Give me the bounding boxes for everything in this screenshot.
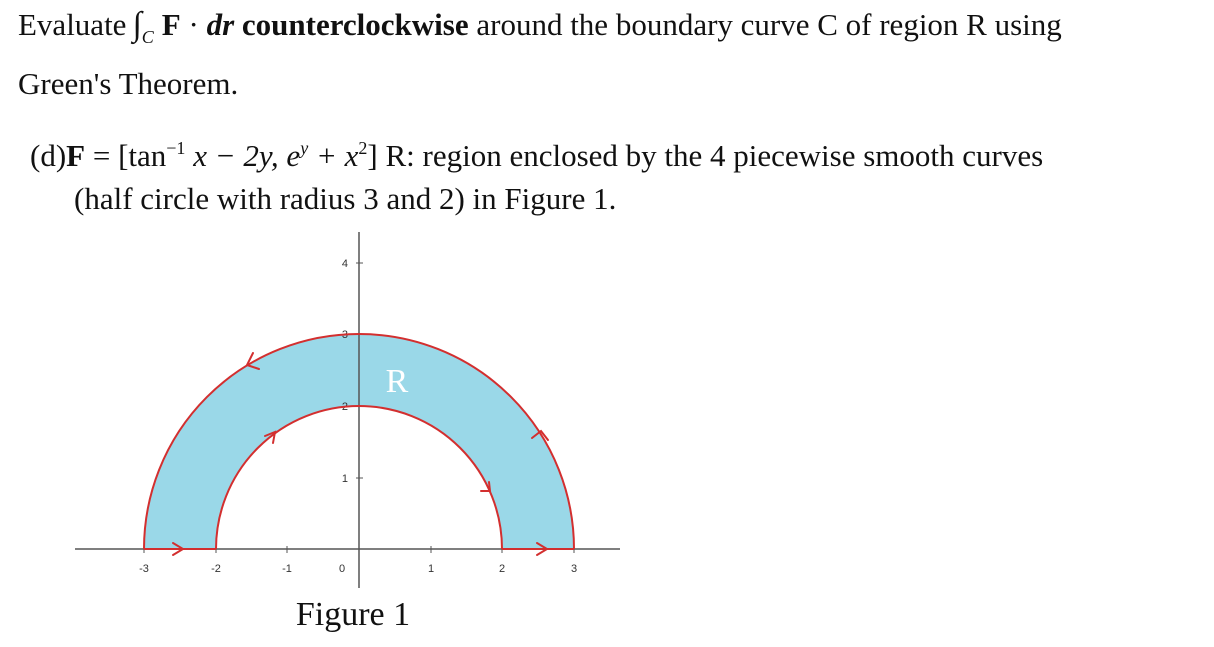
dot-operator: · <box>188 7 199 42</box>
x-tick-label: 1 <box>427 563 435 575</box>
intro-text: Evaluate <box>18 7 127 42</box>
x-tick-label: 0 <box>338 563 346 575</box>
intro-text-continued: around the boundary curve C of region R using <box>476 7 1062 42</box>
region-description: R: region enclosed by the 4 piecewise smooth curves <box>385 138 1044 173</box>
part-d-line-2: (half circle with radius 3 and 2) in Figure 1. <box>74 181 617 216</box>
part-F-symbol: F <box>66 138 86 173</box>
field-expression-close: ] <box>367 138 378 173</box>
y-tick-label: 3 <box>341 329 348 341</box>
integral-subscript: C <box>141 27 154 47</box>
region-label: R <box>385 363 409 400</box>
x-tick-label: -2 <box>211 563 221 575</box>
x-tick-label: -3 <box>139 563 149 575</box>
x-tick-label: 2 <box>498 563 506 575</box>
x-tick-label: -1 <box>282 563 292 575</box>
y-tick-label: 4 <box>341 258 348 270</box>
field-expression-second: + x <box>308 138 359 173</box>
y-tick-label: 1 <box>341 473 348 485</box>
square-superscript: 2 <box>358 138 368 158</box>
vector-field-symbol: F <box>161 7 181 42</box>
field-expression-start: = [tan <box>85 138 167 173</box>
dr-symbol: dr <box>206 7 235 42</box>
figure-caption: Figure 1 <box>295 596 411 633</box>
y-tick-label: 2 <box>341 401 348 413</box>
exp-superscript: y <box>300 138 309 158</box>
field-expression-first: x − 2y, e <box>185 138 301 173</box>
emphasis-counterclockwise: counterclockwise <box>241 7 469 42</box>
part-label: (d) <box>30 138 67 173</box>
inverse-superscript: −1 <box>166 138 186 158</box>
integral-sign: ∫ <box>132 6 142 43</box>
x-tick-label: 3 <box>570 563 578 575</box>
problem-statement-line-2: Green's Theorem. <box>18 66 239 101</box>
